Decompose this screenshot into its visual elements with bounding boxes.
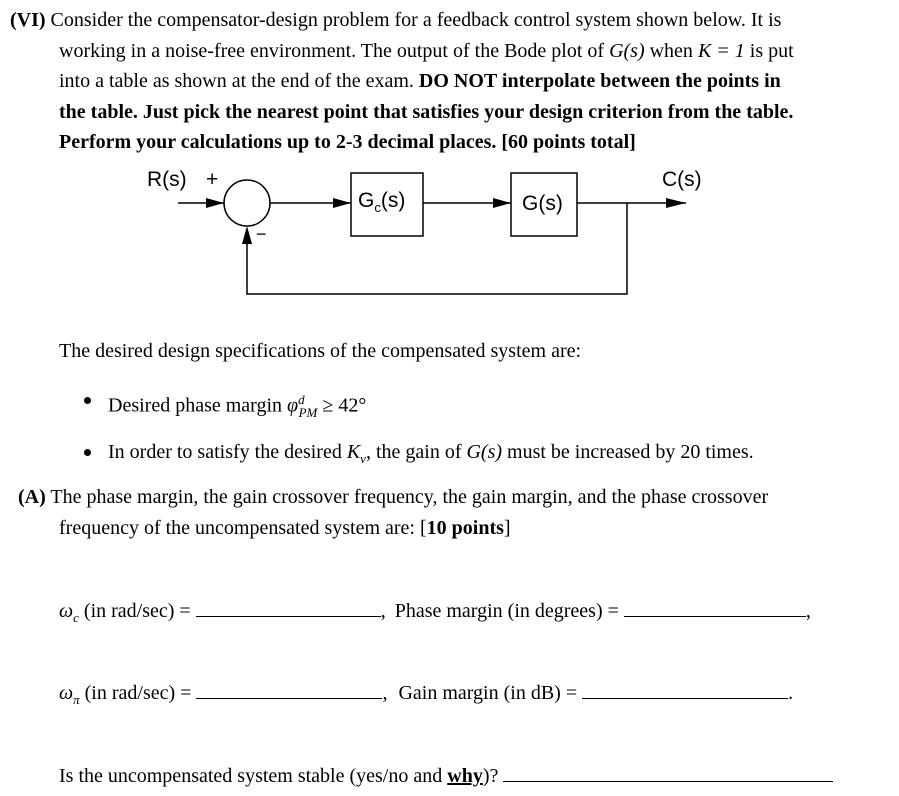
spec2-pre: In order to satisfy the desired [108,440,347,463]
wc-label: (in rad/sec) = [78,600,191,622]
gm-label: Gain margin (in dB) = [398,682,578,704]
compensator-G: G [358,189,375,212]
problem-label: (VI) [10,9,46,31]
output-label: C(s) [662,168,702,191]
bullet-icon [84,449,91,456]
math-Kv-sub: v [360,450,366,466]
math-Gs: G(s) [609,39,645,62]
phi-sup: d [298,392,305,407]
plant-label: G(s) [522,192,563,215]
comma-3: , [382,682,388,704]
phi-symbol: φ [287,394,299,417]
omega-c-symbol: ω [59,600,74,622]
problem-line-2 [10,36,890,67]
arrow-head-output [666,198,686,208]
wc-answer-field[interactable] [196,615,381,617]
arrow-head-input [206,198,224,208]
gm-answer-field[interactable] [582,697,788,699]
part-a [18,482,890,543]
summing-junction [224,180,270,226]
stable-why: why [447,765,483,787]
omega-c-sub: c [73,610,79,625]
comma-1: , [380,600,386,622]
stable-pre: Is the uncompensated system stable (yes/no and [59,765,448,787]
wpi-label: (in rad/sec) = [79,682,192,704]
problem-text-1: Consider the compensator-design problem for a feedback control system shown below. It is [50,9,782,31]
phi-sub: PM [298,404,318,420]
problem-text-2a: working in a noise-free environment. The output of the Bode plot of [59,39,610,62]
period: . [788,682,794,704]
stability-question [59,761,833,792]
problem-text-2b: when [644,39,698,62]
part-a-text-2b: ] [503,516,511,539]
wpi-answer-field[interactable] [196,697,382,699]
problem-statement [10,5,890,158]
specs-intro: The desired design specifications of the compensated system are: [59,340,582,362]
problem-line-3 [10,66,890,97]
pm-answer-field[interactable] [624,615,806,617]
stable-answer-field[interactable] [503,780,833,782]
arrow-head-plant [493,198,511,208]
comma-2: , [805,600,811,622]
part-a-line-2 [18,513,890,544]
problem-text-5a: Perform your calculations up to 2-3 decimal places. [59,131,497,153]
part-a-points: 10 points [426,516,504,539]
spec1-post: ≥ 42° [317,394,367,417]
spec-item-gain [84,440,754,471]
spec2-post: must be increased by 20 times. [502,440,754,463]
problem-text-2c: is put [744,39,794,62]
omega-pi-symbol: ω [59,682,74,704]
problem-line-5 [10,127,890,158]
plus-sign: + [206,168,219,191]
feedback-path [247,203,627,294]
compensator-sub: c [374,200,381,216]
pm-label: Phase margin (in degrees) = [394,600,619,622]
stable-post: )? [482,765,499,787]
math-Kv: K [346,440,361,463]
part-a-label: (A) [18,486,46,508]
problem-line-1 [10,5,890,36]
problem-points: [60 points total] [496,131,636,153]
omega-pi-sub: π [73,692,80,707]
compensator-arg: (s) [380,189,406,212]
minus-sign: − [256,224,267,244]
block-diagram [0,160,899,310]
problem-text-3a: into a table as shown at the end of the exam. [59,70,419,92]
arrow-head-feedback [242,226,252,244]
math-K: K = 1 [697,39,745,62]
part-a-line-1 [18,482,890,513]
specs-list [84,388,754,471]
answer-row-1 [59,596,811,634]
input-label: R(s) [147,168,187,191]
arrow-head-compensator [333,198,351,208]
problem-text-3b: DO NOT interpolate between the points in [418,70,781,92]
spec-item-phase-margin [84,388,754,425]
problem-line-4: the table. Just pick the nearest point that satisfies your design criterion from the table. [59,100,794,123]
bullet-icon [84,397,91,404]
part-a-text-2a: frequency of the uncompensated system are: [ [59,516,427,539]
answer-row-2 [59,678,793,716]
part-a-text-1: The phase margin, the gain crossover frequency, the gain margin, and the phase crossover [50,486,769,508]
math-Gs-2: G(s) [466,440,503,463]
compensator-label [358,189,405,215]
spec1-pre: Desired phase margin [108,394,288,417]
spec2-mid: , the gain of [365,440,467,463]
